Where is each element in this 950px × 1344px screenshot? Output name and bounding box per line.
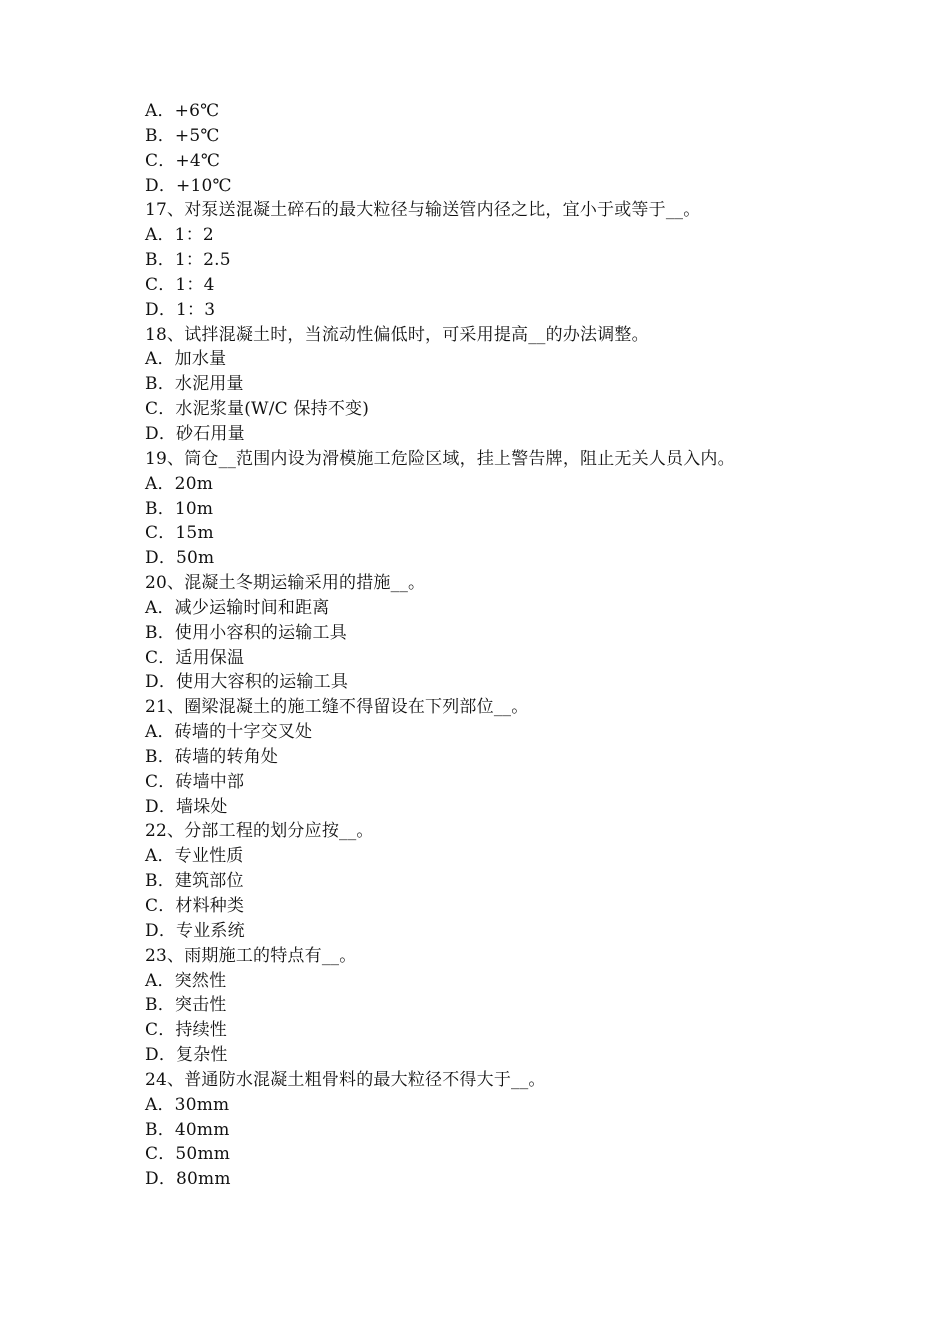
question-text: 22、分部工程的划分应按__。 [145, 821, 374, 842]
question-text: 20、混凝土冬期运输采用的措施__。 [145, 573, 426, 594]
answer-option: D．1：3 [145, 299, 216, 320]
answer-option: A．突然性 [145, 970, 227, 991]
answer-option: D．砂石用量 [145, 423, 245, 444]
question-text: 19、筒仓__范围内设为滑模施工危险区域，挂上警告牌，阻止无关人员入内。 [145, 448, 735, 469]
answer-option: B．10m [145, 498, 214, 519]
answer-option: C．+4℃ [145, 150, 221, 171]
answer-option: D．使用大容积的运输工具 [145, 672, 349, 693]
answer-option: C．1：4 [145, 274, 215, 295]
answer-option: B．使用小容积的运输工具 [145, 622, 347, 643]
answer-option: A．专业性质 [145, 846, 244, 867]
answer-option: D．复杂性 [145, 1045, 228, 1066]
answer-option: D．50m [145, 548, 215, 569]
answer-option: D．专业系统 [145, 920, 245, 941]
answer-option: C．砖墙中部 [145, 771, 245, 792]
question-text: 18、试拌混凝土时，当流动性偏低时，可采用提高__的办法调整。 [145, 324, 649, 345]
question-text: 21、圈梁混凝土的施工缝不得留设在下列部位__。 [145, 697, 529, 718]
answer-option: A．20m [145, 473, 214, 494]
answer-option: D．80mm [145, 1169, 231, 1190]
answer-option: A．30mm [145, 1094, 230, 1115]
answer-option: B．建筑部位 [145, 871, 244, 892]
answer-option: B．1：2.5 [145, 250, 231, 271]
answer-option: A．减少运输时间和距离 [145, 597, 330, 618]
question-text: 17、对泵送混凝土碎石的最大粒径与输送管内径之比，宜小于或等于__。 [145, 200, 701, 221]
answer-option: C．水泥浆量(W/C 保持不变) [145, 399, 370, 420]
answer-option: C．持续性 [145, 1020, 228, 1041]
answer-option: D．+10℃ [145, 175, 232, 196]
exam-question-list [145, 99, 845, 1192]
answer-option: B．突击性 [145, 995, 227, 1016]
answer-option: B．40mm [145, 1119, 230, 1140]
answer-option: D．墙垛处 [145, 796, 228, 817]
answer-option: A．+6℃ [145, 101, 220, 121]
answer-option: B．+5℃ [145, 125, 220, 146]
answer-option: A．加水量 [145, 349, 227, 370]
answer-option: C．材料种类 [145, 896, 245, 916]
answer-option: B．水泥用量 [145, 374, 244, 395]
answer-option: C．适用保温 [145, 647, 245, 668]
answer-option: B．砖墙的转角处 [145, 746, 279, 767]
answer-option: A．砖墙的十字交叉处 [145, 722, 313, 743]
question-text: 23、雨期施工的特点有__。 [145, 945, 357, 966]
answer-option: A．1：2 [145, 225, 214, 246]
answer-option: C．50mm [145, 1144, 231, 1165]
question-text: 24、普通防水混凝土粗骨料的最大粒径不得大于__。 [145, 1069, 546, 1090]
answer-option: C．15m [145, 523, 214, 544]
